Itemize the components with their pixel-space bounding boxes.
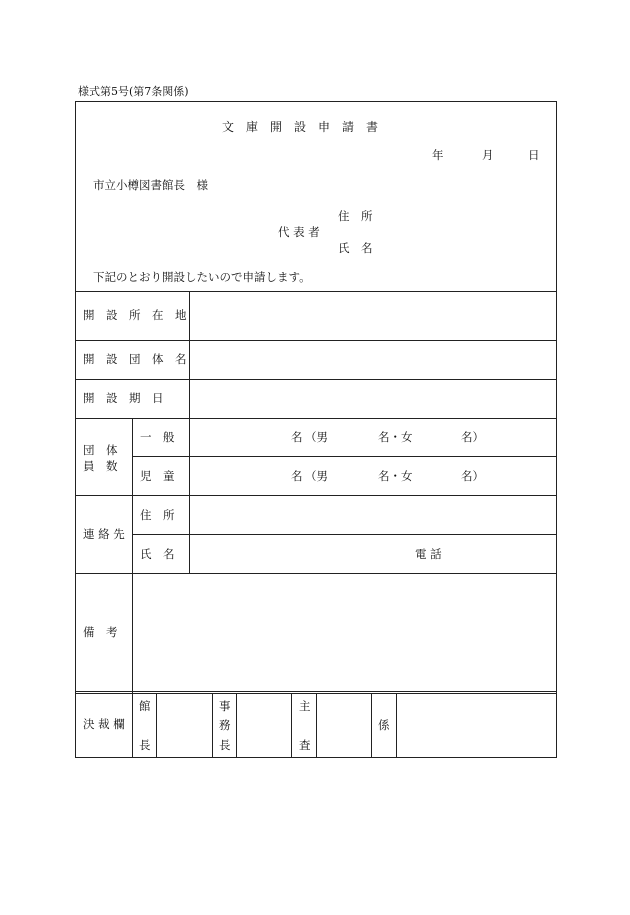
form-title: 文 庫 開 設 申 請 書 [222, 120, 379, 134]
rule [75, 291, 557, 292]
date-year: 年 [432, 148, 444, 162]
approval-director-char1: 館 [139, 699, 151, 713]
approval-label: 決 裁 欄 [83, 717, 125, 731]
representative-label: 代 表 者 [278, 225, 320, 239]
period-label: 開 設 期 日 [83, 391, 164, 405]
rule [316, 693, 317, 758]
rule [75, 573, 557, 574]
contact-address-label: 住 所 [140, 508, 175, 522]
rule [156, 693, 157, 758]
request-text: 下記のとおり開設したいので申請します。 [93, 270, 311, 284]
members-label-line1: 団 体 [83, 443, 118, 457]
contact-phone-label: 電 話 [415, 547, 442, 561]
outer-border-left [75, 101, 76, 758]
rule [75, 418, 557, 419]
rule [75, 340, 557, 341]
children-female-unit: 名） [461, 469, 484, 483]
rule [132, 418, 133, 574]
rule [132, 456, 557, 457]
members-children-label: 児 童 [140, 469, 175, 483]
approval-secretary-char1: 事 [219, 699, 231, 713]
addressee: 市立小樽図書館長 様 [93, 178, 208, 192]
rule [132, 693, 133, 758]
rule [212, 693, 213, 758]
date-day: 日 [528, 148, 540, 162]
date-month: 月 [482, 148, 494, 162]
group-name-label: 開 設 団 体 名 [83, 352, 187, 366]
rule [132, 573, 133, 693]
general-female: 名・女 [378, 430, 413, 444]
outer-border-right [556, 101, 557, 758]
rule [132, 534, 557, 535]
members-general-label: 一 般 [140, 430, 175, 444]
rule [291, 693, 292, 758]
members-label-line2: 員 数 [83, 459, 118, 473]
representative-address-label: 住 所 [338, 209, 373, 223]
contact-name-label: 氏 名 [140, 547, 175, 561]
general-male: （男 [305, 430, 328, 444]
contact-label: 連 絡 先 [83, 527, 125, 541]
rule [189, 291, 190, 419]
rule [396, 693, 397, 758]
approval-chief-char1: 主 [299, 699, 311, 713]
approval-secretary-char2: 務 [219, 718, 231, 732]
outer-border-top [75, 101, 557, 102]
approval-staff: 係 [378, 718, 390, 732]
rule [371, 693, 372, 758]
general-count-unit: 名 [291, 430, 303, 444]
approval-chief-char2: 査 [299, 738, 311, 752]
remarks-label: 備 考 [83, 625, 118, 639]
rule [75, 691, 557, 692]
rule [236, 693, 237, 758]
children-male: （男 [305, 469, 328, 483]
rule [189, 418, 190, 574]
children-count-unit: 名 [291, 469, 303, 483]
form-number: 様式第5号(第7条関係) [78, 85, 189, 98]
approval-director-char2: 長 [139, 738, 151, 752]
rule [75, 495, 557, 496]
approval-secretary-char3: 長 [219, 738, 231, 752]
location-label: 開 設 所 在 地 [83, 308, 187, 322]
representative-name-label: 氏 名 [338, 241, 373, 255]
general-female-unit: 名） [461, 430, 484, 444]
children-female: 名・女 [378, 469, 413, 483]
rule [75, 379, 557, 380]
